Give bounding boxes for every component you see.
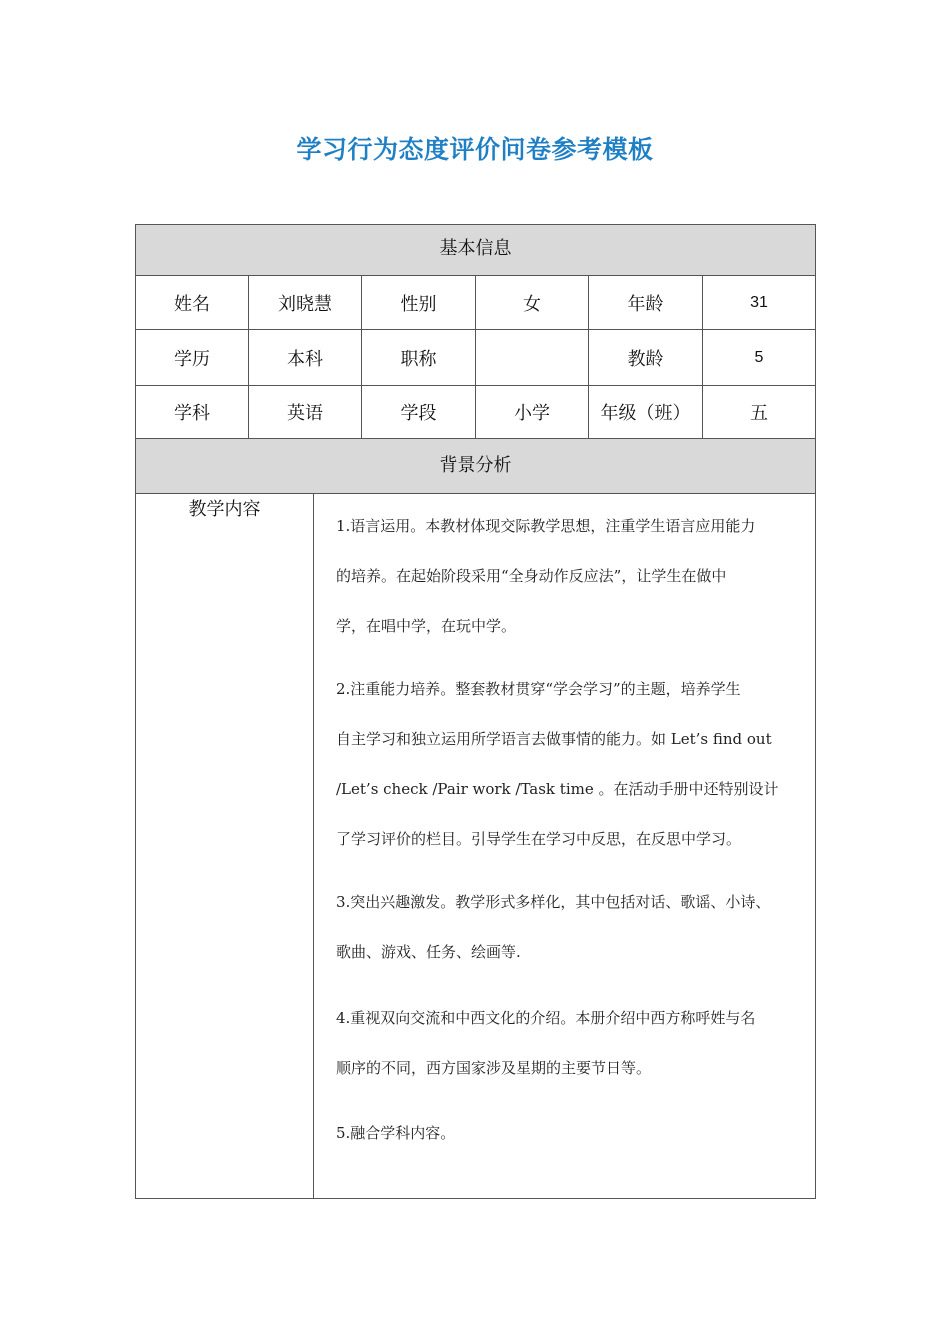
paragraph-4: 4.重视双向交流和中西文化的介绍。本册介绍中西方称呼姓与名 顺序的不同，西方国家涉及星期的主要节日等。 <box>336 1009 756 1077</box>
label-stage: 学段 <box>362 386 476 438</box>
label-age: 年龄 <box>589 276 703 329</box>
paragraph-3: 3.突出兴趣激发。教学形式多样化，其中包括对话、歌谣、小诗、 歌曲、游戏、任务、绘画等. <box>336 893 771 961</box>
table-row <box>136 386 815 439</box>
value-title <box>476 330 589 385</box>
evaluation-table <box>135 224 816 1199</box>
label-subject: 学科 <box>136 386 249 438</box>
paragraph-5: 5.融合学科内容。 <box>336 1124 456 1142</box>
basic-info-title: 基本信息 <box>439 238 512 259</box>
label-gender: 性别 <box>362 276 476 329</box>
value-stage: 小学 <box>476 386 589 438</box>
content-row <box>136 494 815 1198</box>
value-name: 刘晓慧 <box>249 276 362 329</box>
document-title: 学习行为态度评价问卷参考模板 <box>296 135 654 164</box>
content-label: 教学内容 <box>136 494 314 1198</box>
value-gender: 女 <box>476 276 589 329</box>
background-header <box>136 439 815 494</box>
value-grade: 五 <box>750 403 768 424</box>
label-name: 姓名 <box>136 276 249 329</box>
value-education: 本科 <box>249 330 362 385</box>
table-row <box>136 276 815 330</box>
value-subject: 英语 <box>249 386 362 438</box>
paragraph-2: 2.注重能力培养。整套教材贯穿“学会学习”的主题，培养学生 自主学习和独立运用所学语言去做事情的能力。如 Let’s find out /Let’s check /Pair work /Task time 。在活动手册中还特别设计 了学习评价的栏目。引导学生在学习中反思，在反思中学习。 <box>336 680 779 848</box>
paragraph-1: 1.语言运用。本教材体现交际教学思想，注重学生语言应用能力 的培养。在起始阶段采用“全身动作反应法”，让学生在做中 学，在唱中学，在玩中学。 <box>336 517 756 635</box>
basic-info-header <box>136 225 815 276</box>
label-grade: 年级（班） <box>589 386 703 438</box>
background-title: 背景分析 <box>439 455 512 476</box>
value-age: 31 <box>750 293 768 311</box>
label-title: 职称 <box>362 330 476 385</box>
value-teaching-years: 5 <box>754 348 764 366</box>
label-teaching-years: 教龄 <box>589 330 703 385</box>
table-row <box>136 330 815 386</box>
label-education: 学历 <box>136 330 249 385</box>
